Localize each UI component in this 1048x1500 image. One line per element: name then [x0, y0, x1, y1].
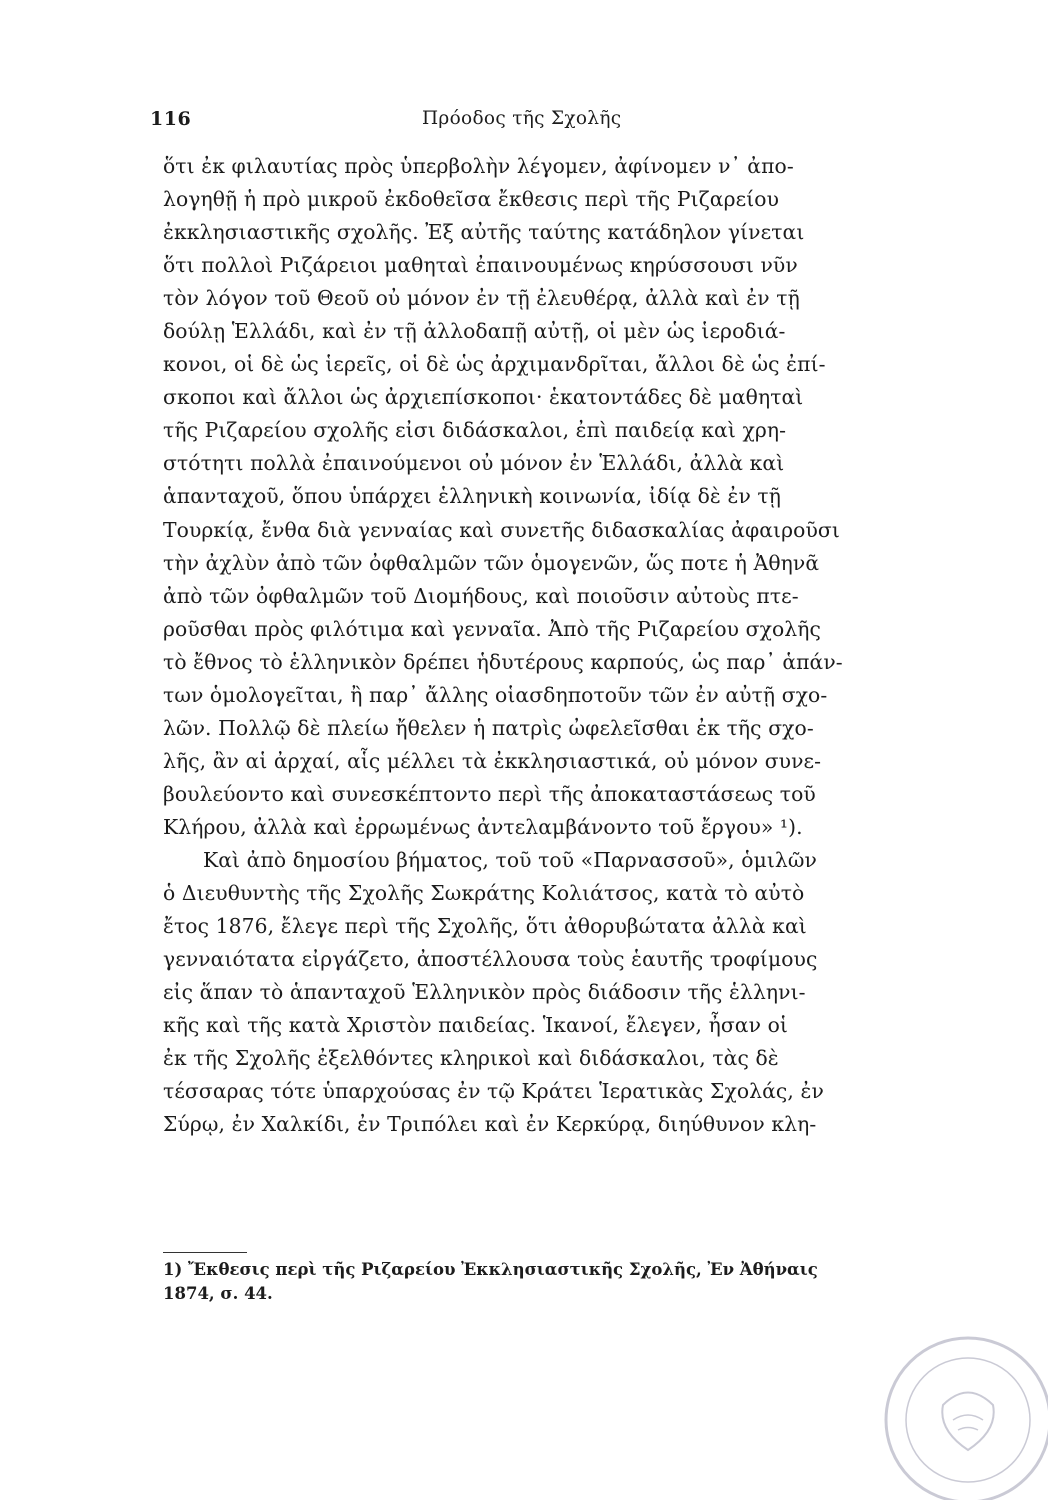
text-line: κονοι, οἱ δὲ ὡς ἱερεῖς, οἱ δὲ ὡς ἀρχιμανδρῖται, ἄλλοι δὲ ὡς ἐπί- [163, 352, 826, 377]
footnote-line: 1874, σ. 44. [163, 1284, 273, 1303]
text-line: των ὁμολογεῖται, ἢ παρ᾽ ἄλλης οἱασδηποτοῦν τῶν ἐν αὐτῇ σχο- [163, 682, 828, 707]
text-line: στότητι πολλὰ ἐπαινούμενοι οὐ μόνον ἐν Ἑλλάδι, ἀλλὰ καὶ [163, 451, 785, 476]
text-line: τὸν λόγον τοῦ Θεοῦ οὐ μόνον ἐν τῇ ἐλευθέρᾳ, ἀλλὰ καὶ ἐν τῇ [163, 286, 800, 311]
text-line: ὅτι πολλοὶ Ριζάρειοι μαθηταὶ ἐπαινουμένως κηρύσσουσι νῦν [163, 253, 798, 278]
text-line: βουλεύοντο καὶ συνεσκέπτοντο περὶ τῆς ἀποκαταστάσεως τοῦ [163, 781, 816, 806]
text-line: τέσσαρας τότε ὑπαρχούσας ἐν τῷ Κράτει Ἱερατικὰς Σχολάς, ἐν [163, 1079, 824, 1104]
text-line: ροῦσθαι πρὸς φιλότιμα καὶ γενναῖα. Ἀπὸ τῆς Ριζαρείου σχολῆς [163, 616, 821, 641]
text-line: Σύρῳ, ἐν Χαλκίδι, ἐν Τριπόλει καὶ ἐν Κερκύρᾳ, διηύθυνον κλη- [163, 1112, 817, 1137]
text-line: ἐκκλησιαστικῆς σχολῆς. Ἐξ αὐτῆς ταύτης κατάδηλον γίνεται [163, 220, 805, 245]
text-line: δούλῃ Ἑλλάδι, καὶ ἐν τῇ ἀλλοδαπῇ αὐτῇ, οἱ μὲν ὡς ἱεροδιά- [163, 319, 786, 344]
page-header [150, 108, 868, 148]
text-line: ἁπανταχοῦ, ὅπου ὑπάρχει ἑλληνικὴ κοινωνία, ἰδίᾳ δὲ ἐν τῇ [163, 484, 781, 509]
footnote-divider [163, 1252, 247, 1253]
text-line: εἰς ἅπαν τὸ ἁπανταχοῦ Ἑλληνικὸν πρὸς διάδοσιν τῆς ἑλληνι- [163, 980, 806, 1005]
text-line: Τουρκίᾳ, ἔνθα διὰ γενναίας καὶ συνετῆς διδασκαλίας ἀφαιροῦσι [163, 517, 840, 542]
text-line: Κλήρου, ἀλλὰ καὶ ἐρρωμένως ἀντελαμβάνοντο τοῦ ἔργου» ¹). [163, 814, 803, 839]
text-line: τὴν ἀχλὺν ἀπὸ τῶν ὀφθαλμῶν τῶν ὁμογενῶν, ὥς ποτε ἡ Ἀθηνᾶ [163, 550, 820, 575]
text-line: ἀπὸ τῶν ὀφθαλμῶν τοῦ Διομήδους, καὶ ποιοῦσιν αὐτοὺς πτε- [163, 583, 799, 608]
page-number: 116 [150, 108, 192, 130]
text-line: ἐκ τῆς Σχολῆς ἐξελθόντες κληρικοὶ καὶ διδάσκαλοι, τὰς δὲ [163, 1046, 779, 1071]
text-line: ὁ Διευθυντὴς τῆς Σχολῆς Σωκράτης Κολιάτσος, κατὰ τὸ αὐτὸ [163, 881, 805, 906]
running-title: Πρόοδος τῆς Σχολῆς [422, 108, 622, 129]
text-line: σκοποι καὶ ἄλλοι ὡς ἀρχιεπίσκοποι· ἑκατοντάδες δὲ μαθηταὶ [163, 385, 804, 410]
text-line: ὅτι ἐκ φιλαυτίας πρὸς ὑπερβολὴν λέγομεν, ἀφίνομεν ν᾽ ἀπο- [163, 154, 794, 178]
text-line: κῆς καὶ τῆς κατὰ Χριστὸν παιδείας. Ἱκανοί, ἔλεγεν, ἦσαν οἱ [163, 1013, 788, 1038]
footnote-line: 1) Ἔκθεσις περὶ τῆς Ριζαρείου Ἐκκλησιαστικῆς Σχολῆς, Ἐν Ἀθήναις [163, 1260, 818, 1279]
text-line: ἔτος 1876, ἔλεγε περὶ τῆς Σχολῆς, ὅτι ἀθορυβώτατα ἀλλὰ καὶ [163, 914, 807, 939]
paragraph-start-line: Καὶ ἀπὸ δημοσίου βήματος, τοῦ τοῦ «Παρνασσοῦ», ὁμιλῶν [203, 847, 817, 872]
text-line: τῆς Ριζαρείου σχολῆς εἰσι διδάσκαλοι, ἐπὶ παιδείᾳ καὶ χρη- [163, 418, 787, 443]
text-line: τὸ ἔθνος τὸ ἑλληνικὸν δρέπει ἡδυτέρους καρπούς, ὡς παρ᾽ ἁπάν- [163, 649, 843, 674]
text-line: λῶν. Πολλῷ δὲ πλείω ἤθελεν ἡ πατρὶς ὠφελεῖσθαι ἐκ τῆς σχο- [163, 715, 814, 740]
text-line: γενναιότατα εἰργάζετο, ἀποστέλλουσα τοὺς ἑαυτῆς τροφίμους [163, 947, 818, 972]
text-line: λογηθῇ ἡ πρὸ μικροῦ ἐκδοθεῖσα ἔκθεσις περὶ τῆς Ριζαρείου [163, 187, 780, 212]
body-text [163, 150, 873, 1141]
university-seal-icon [858, 1310, 1048, 1500]
footnotes [163, 1258, 873, 1306]
text-line: λῆς, ἂν αἱ ἀρχαί, αἷς μέλλει τὰ ἐκκλησιαστικά, οὐ μόνον συνε- [163, 748, 822, 773]
